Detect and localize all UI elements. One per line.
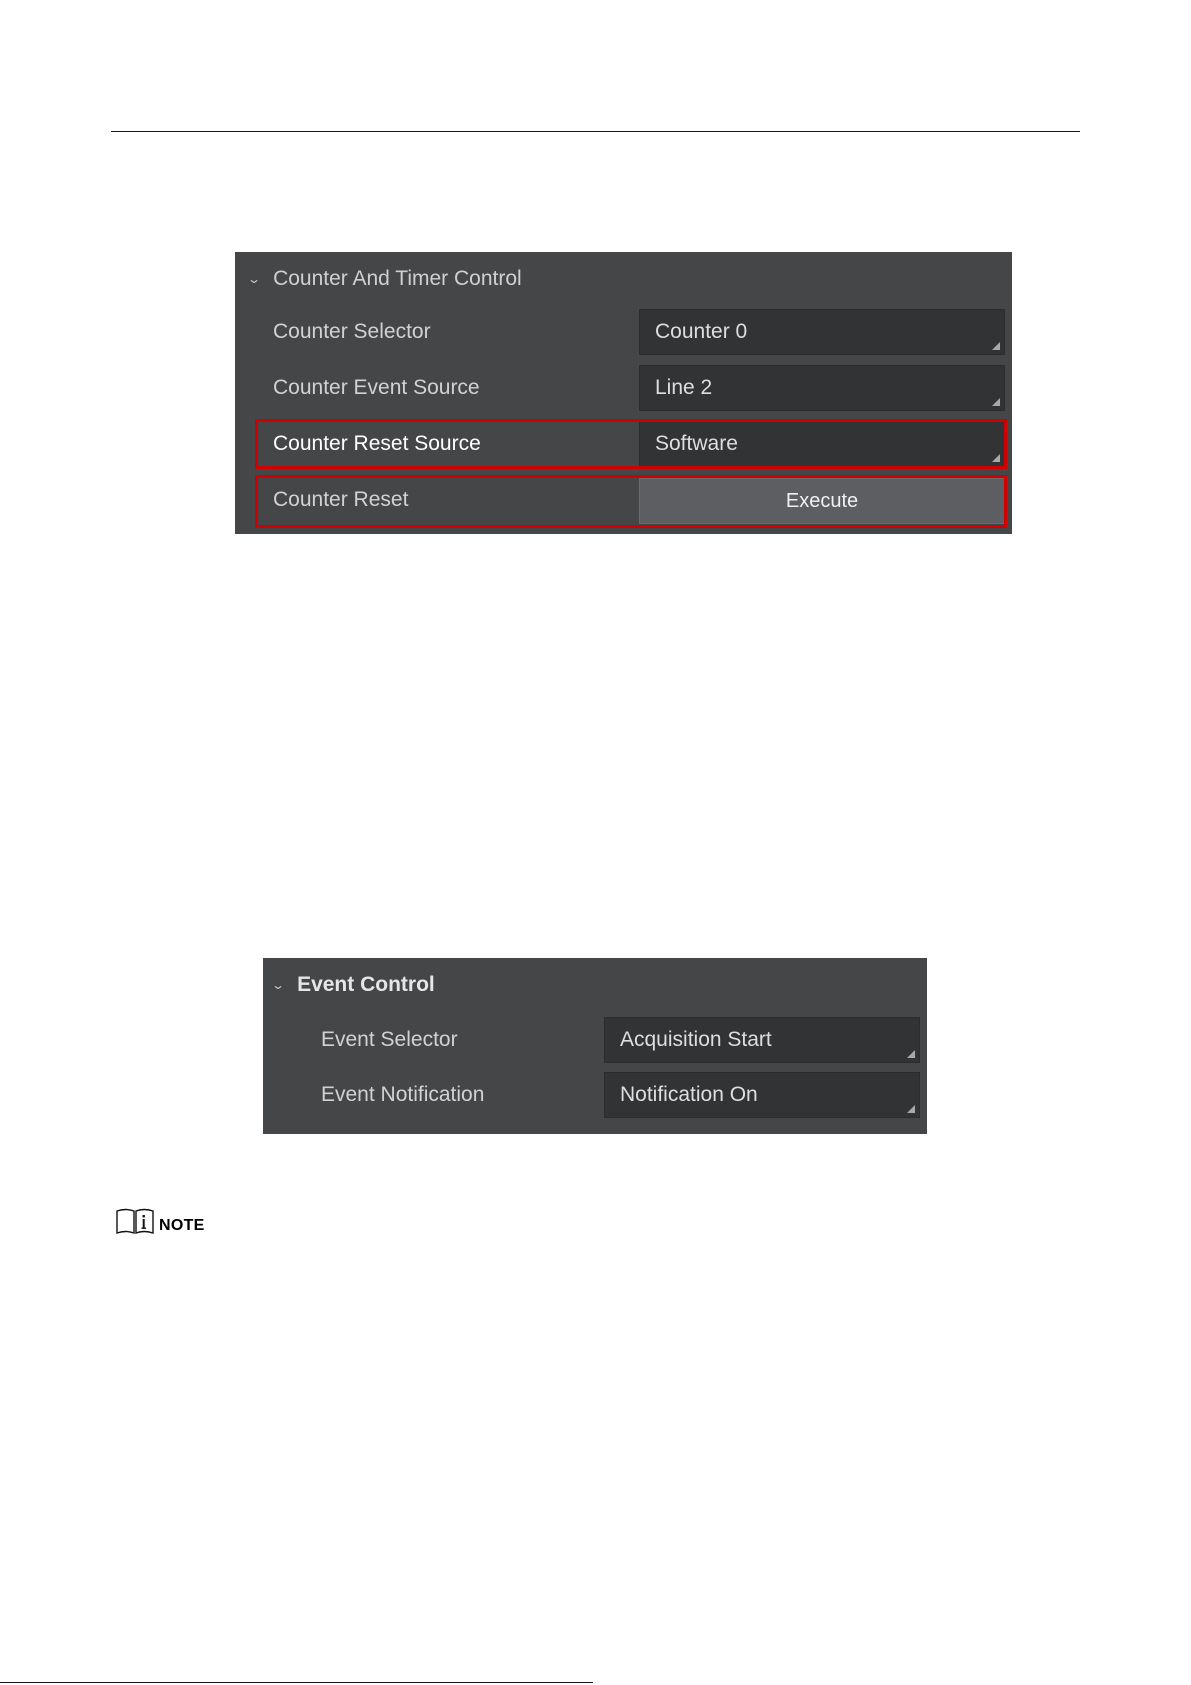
section-title: Counter And Timer Control xyxy=(273,267,522,290)
execute-button[interactable]: Execute xyxy=(639,478,1005,524)
counter-selector-value: Counter 0 xyxy=(655,320,748,343)
section-header[interactable] xyxy=(246,264,522,294)
counter-event-source-label: Counter Event Source xyxy=(273,376,480,399)
counter-reset-source-value: Software xyxy=(655,432,738,455)
book-info-icon xyxy=(115,1207,155,1235)
event-selector-dropdown[interactable] xyxy=(604,1017,920,1063)
dropdown-corner-icon xyxy=(992,398,1000,406)
event-notification-dropdown[interactable] xyxy=(604,1072,920,1118)
dropdown-corner-icon xyxy=(907,1105,915,1113)
event-control-panel xyxy=(263,958,927,1134)
highlight-box xyxy=(255,419,1007,469)
counter-reset-source-label: Counter Reset Source xyxy=(273,432,481,455)
counter-selector-label: Counter Selector xyxy=(273,320,431,343)
event-notification-value: Notification On xyxy=(620,1083,758,1106)
note-marker xyxy=(115,1207,205,1235)
dropdown-corner-icon xyxy=(907,1050,915,1058)
footer-rule xyxy=(0,1682,593,1683)
counter-event-source-dropdown[interactable] xyxy=(639,365,1005,411)
highlight-box xyxy=(255,475,1007,528)
counter-reset-label: Counter Reset xyxy=(273,488,409,511)
dropdown-corner-icon xyxy=(992,342,1000,350)
event-selector-value: Acquisition Start xyxy=(620,1028,772,1051)
chevron-down-icon[interactable]: ⌄ xyxy=(246,272,262,286)
section-header[interactable] xyxy=(270,970,435,1000)
counter-timer-control-panel xyxy=(235,252,1012,534)
chevron-down-icon[interactable]: ⌄ xyxy=(270,978,286,992)
counter-event-source-value: Line 2 xyxy=(655,376,713,399)
header-rule xyxy=(111,131,1080,132)
event-selector-label: Event Selector xyxy=(321,1028,458,1051)
note-label: NOTE xyxy=(159,1217,205,1234)
section-title: Event Control xyxy=(297,973,435,996)
counter-selector-dropdown[interactable] xyxy=(639,309,1005,355)
event-notification-label: Event Notification xyxy=(321,1083,485,1106)
